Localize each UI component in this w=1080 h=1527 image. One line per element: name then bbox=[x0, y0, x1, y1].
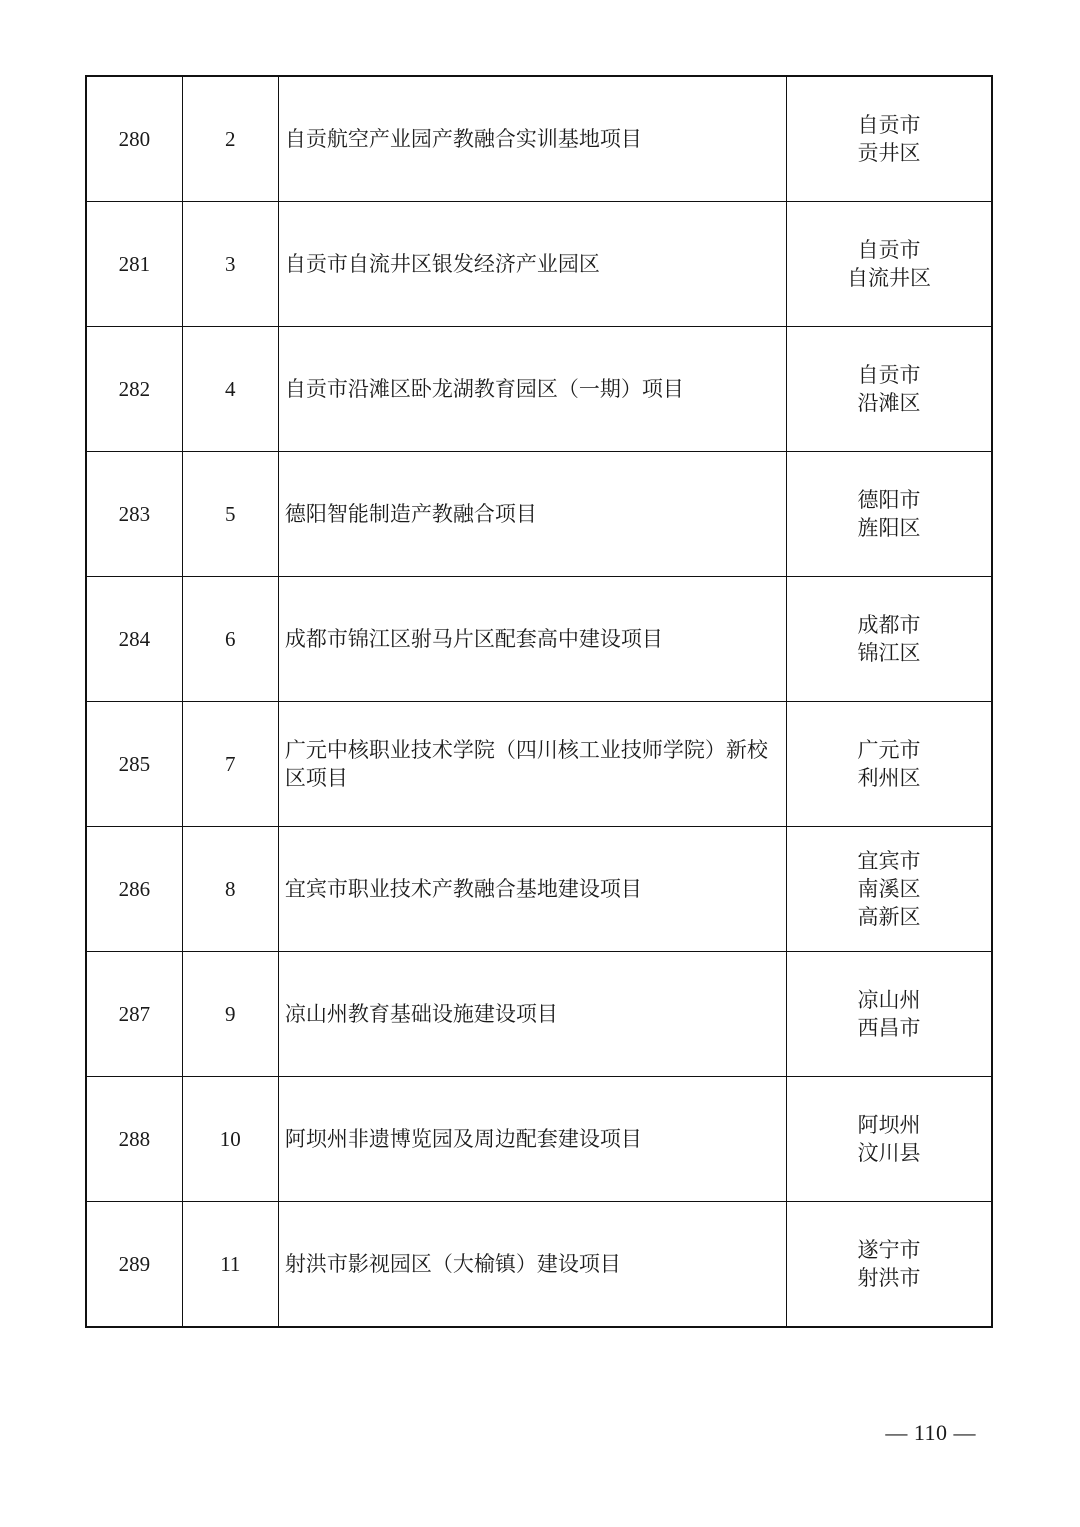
total-number-cell: 284 bbox=[86, 577, 182, 702]
location-district: 利州区 bbox=[857, 766, 921, 790]
location-city: 成都市 bbox=[857, 613, 921, 637]
sequence-number-cell: 10 bbox=[182, 1077, 278, 1202]
sequence-number-cell: 8 bbox=[182, 827, 278, 952]
project-name-cell: 射洪市影视园区（大榆镇）建设项目 bbox=[278, 1202, 786, 1328]
location-district: 高新区 bbox=[857, 905, 921, 929]
location-district: 南溪区 bbox=[857, 877, 921, 901]
location-district: 汶川县 bbox=[857, 1141, 921, 1165]
sequence-number-cell: 7 bbox=[182, 702, 278, 827]
table-row bbox=[86, 702, 992, 827]
table-row bbox=[86, 827, 992, 952]
location-city: 自贡市 bbox=[857, 113, 921, 137]
total-number-cell: 285 bbox=[86, 702, 182, 827]
sequence-number-cell: 4 bbox=[182, 327, 278, 452]
sequence-number-cell: 3 bbox=[182, 202, 278, 327]
sequence-number-cell: 11 bbox=[182, 1202, 278, 1328]
sequence-number-cell: 5 bbox=[182, 452, 278, 577]
location-city: 自贡市 bbox=[857, 238, 921, 262]
location-cell bbox=[787, 452, 992, 577]
location-district: 贡井区 bbox=[857, 141, 921, 165]
total-number-cell: 287 bbox=[86, 952, 182, 1077]
location-city: 德阳市 bbox=[857, 488, 921, 512]
location-cell bbox=[787, 76, 992, 202]
location-district: 锦江区 bbox=[857, 641, 921, 665]
total-number-cell: 283 bbox=[86, 452, 182, 577]
total-number-cell: 288 bbox=[86, 1077, 182, 1202]
total-number-cell: 289 bbox=[86, 1202, 182, 1328]
table-row bbox=[86, 952, 992, 1077]
location-cell bbox=[787, 577, 992, 702]
location-city: 阿坝州 bbox=[857, 1113, 921, 1137]
project-name-cell: 成都市锦江区驸马片区配套高中建设项目 bbox=[278, 577, 786, 702]
location-district: 西昌市 bbox=[857, 1016, 921, 1040]
location-cell bbox=[787, 952, 992, 1077]
location-cell bbox=[787, 202, 992, 327]
total-number-cell: 281 bbox=[86, 202, 182, 327]
table-row bbox=[86, 1202, 992, 1328]
location-cell bbox=[787, 327, 992, 452]
location-city: 自贡市 bbox=[857, 363, 921, 387]
project-name-cell: 广元中核职业技术学院（四川核工业技师学院）新校区项目 bbox=[278, 702, 786, 827]
location-cell bbox=[787, 702, 992, 827]
location-cell bbox=[787, 1202, 992, 1328]
project-table bbox=[85, 75, 993, 1328]
project-name-cell: 凉山州教育基础设施建设项目 bbox=[278, 952, 786, 1077]
table-row bbox=[86, 327, 992, 452]
total-number-cell: 282 bbox=[86, 327, 182, 452]
location-district: 射洪市 bbox=[857, 1266, 921, 1290]
sequence-number-cell: 2 bbox=[182, 76, 278, 202]
table-row bbox=[86, 202, 992, 327]
total-number-cell: 286 bbox=[86, 827, 182, 952]
project-name-cell: 宜宾市职业技术产教融合基地建设项目 bbox=[278, 827, 786, 952]
sequence-number-cell: 6 bbox=[182, 577, 278, 702]
location-cell bbox=[787, 1077, 992, 1202]
page-number: — 110 — bbox=[885, 1420, 976, 1445]
table-row bbox=[86, 452, 992, 577]
location-district: 沿滩区 bbox=[857, 391, 921, 415]
project-name-cell: 自贡市自流井区银发经济产业园区 bbox=[278, 202, 786, 327]
total-number-cell: 280 bbox=[86, 76, 182, 202]
location-city: 广元市 bbox=[857, 738, 921, 762]
table-row bbox=[86, 577, 992, 702]
project-name-cell: 自贡航空产业园产教融合实训基地项目 bbox=[278, 76, 786, 202]
sequence-number-cell: 9 bbox=[182, 952, 278, 1077]
location-district: 自流井区 bbox=[847, 266, 931, 290]
project-name-cell: 自贡市沿滩区卧龙湖教育园区（一期）项目 bbox=[278, 327, 786, 452]
location-district: 旌阳区 bbox=[857, 516, 921, 540]
table-row bbox=[86, 1077, 992, 1202]
table-row bbox=[86, 76, 992, 202]
project-name-cell: 阿坝州非遗博览园及周边配套建设项目 bbox=[278, 1077, 786, 1202]
location-city: 宜宾市 bbox=[857, 849, 921, 873]
project-name-cell: 德阳智能制造产教融合项目 bbox=[278, 452, 786, 577]
location-city: 遂宁市 bbox=[857, 1238, 921, 1262]
location-cell bbox=[787, 827, 992, 952]
location-city: 凉山州 bbox=[857, 988, 921, 1012]
